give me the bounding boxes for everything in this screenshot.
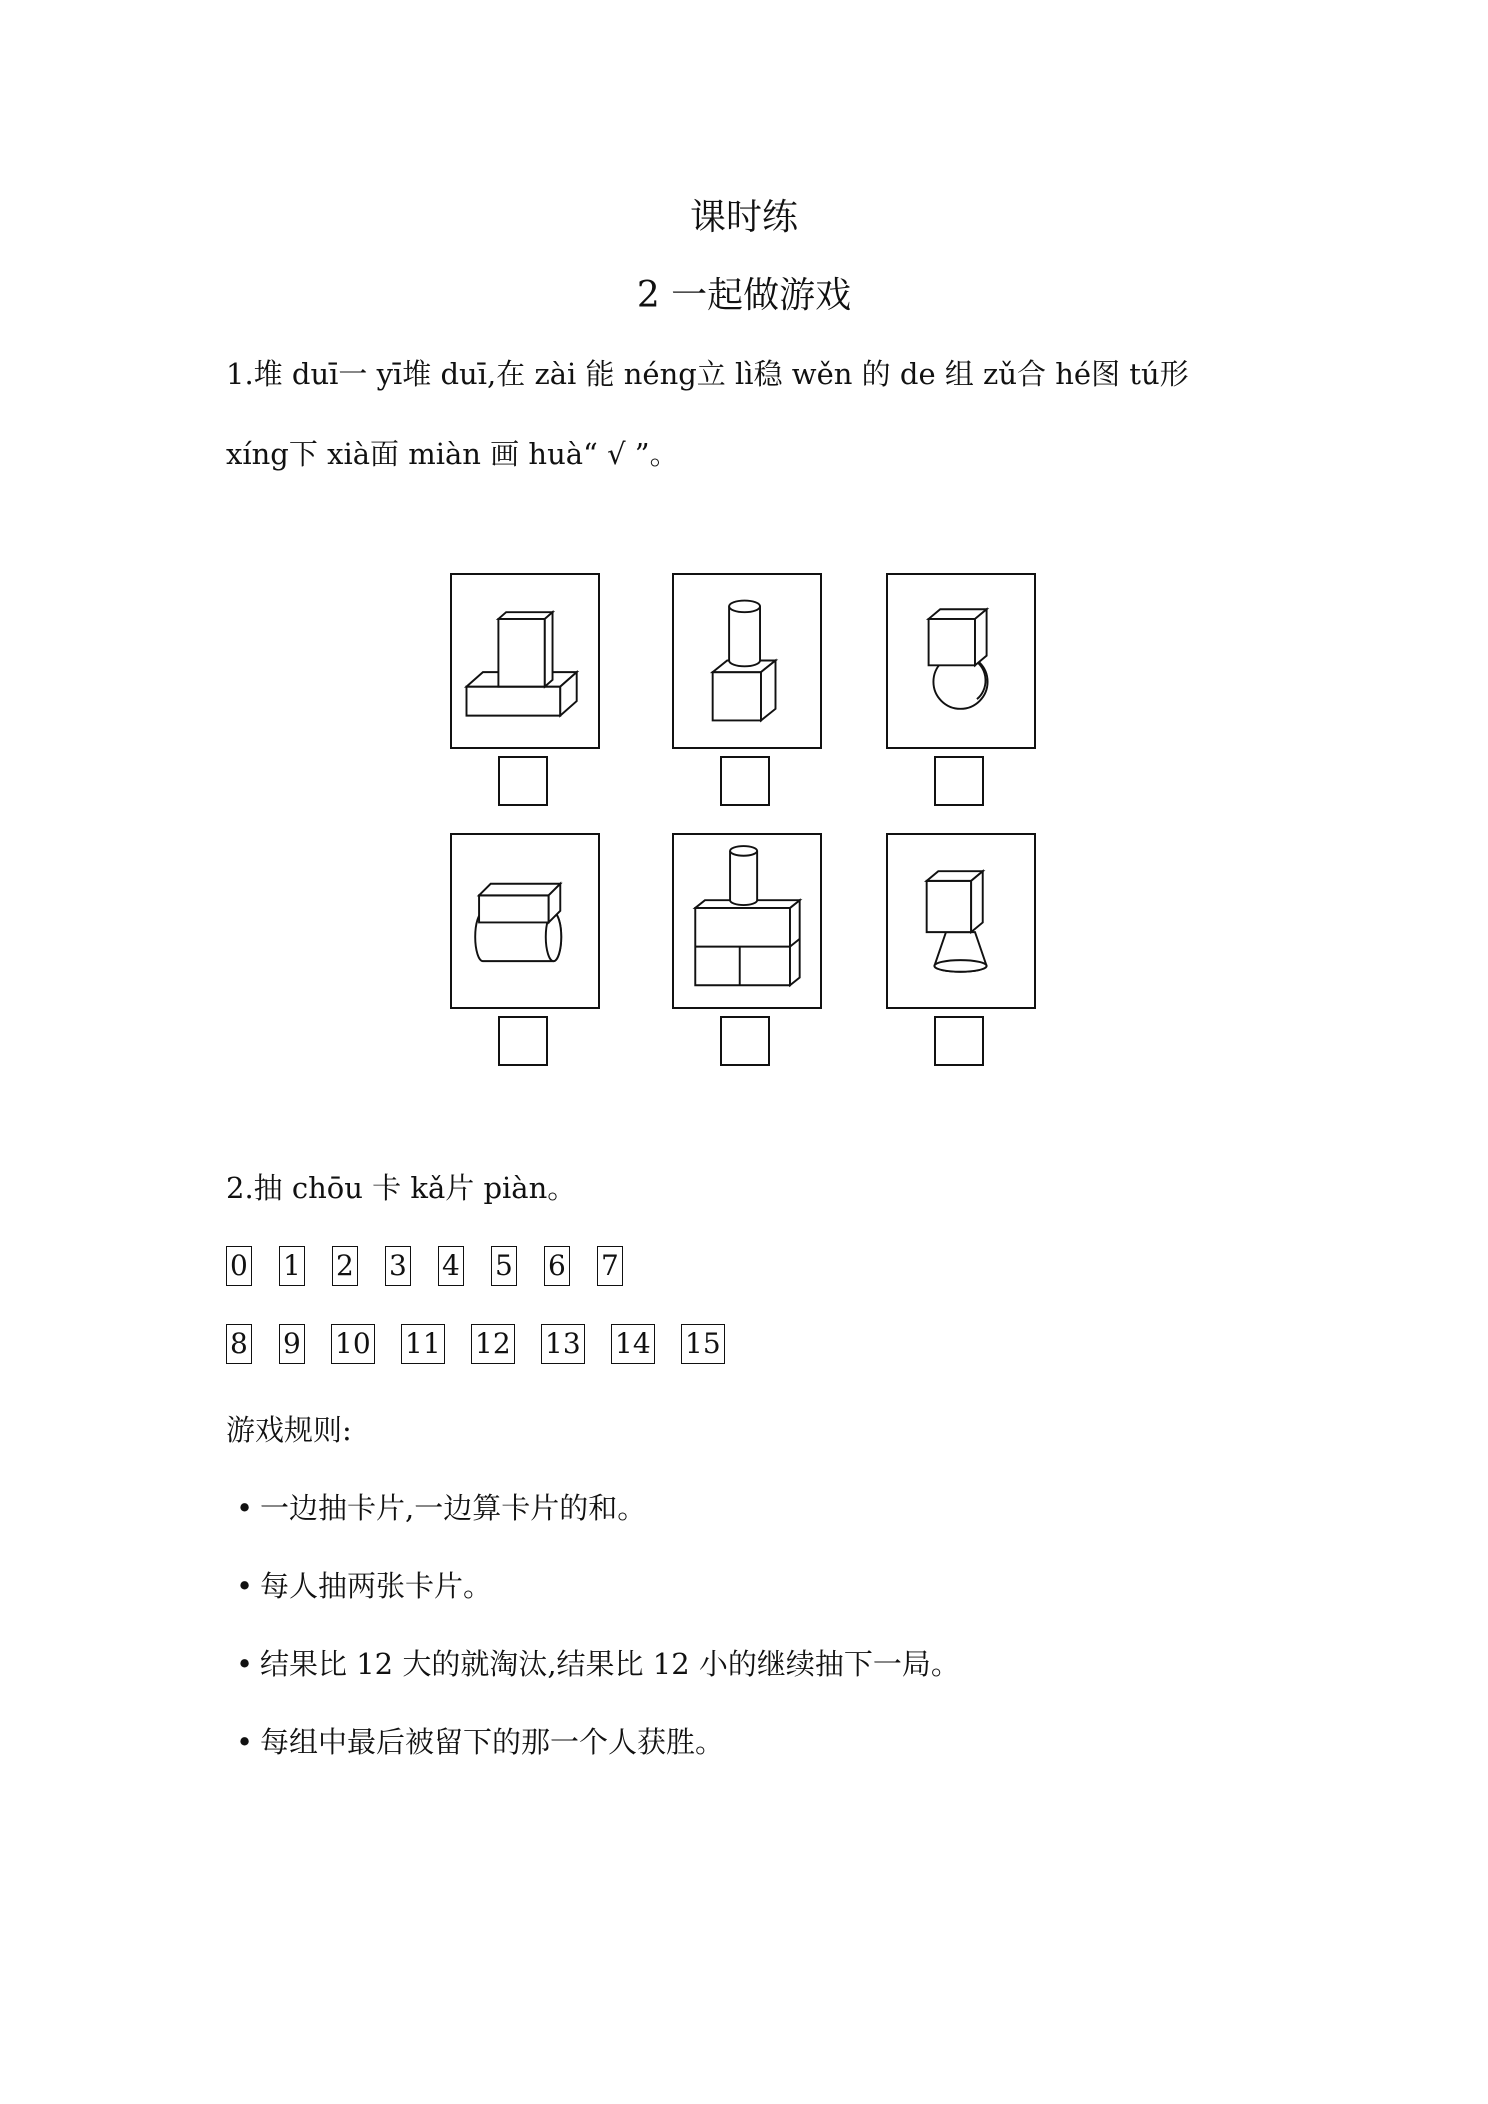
answer-box-2[interactable] xyxy=(720,756,770,806)
figure-card-2 xyxy=(672,573,822,749)
figure-card-4 xyxy=(450,833,600,1009)
figure-grid xyxy=(450,573,1050,1073)
answer-box-5[interactable] xyxy=(720,1016,770,1066)
bullet-icon: • xyxy=(236,1725,254,1759)
cube-on-cone-icon xyxy=(888,835,1033,1006)
answer-box-1[interactable] xyxy=(498,756,548,806)
bullet-icon: • xyxy=(236,1647,254,1681)
question1-text-line2: xíng下 xià面 miàn 画 huà“ √ ”。 xyxy=(226,437,679,471)
answer-box-4[interactable] xyxy=(498,1016,548,1066)
cylinder-on-cube-stack-icon xyxy=(674,835,819,1006)
number-card[interactable]: 15 xyxy=(681,1324,725,1364)
number-card[interactable]: 0 xyxy=(226,1246,252,1286)
figure-card-3 xyxy=(886,573,1036,749)
figure-card-6 xyxy=(886,833,1036,1009)
figure-card-5 xyxy=(672,833,822,1009)
rule-item-2 xyxy=(236,1566,492,1606)
number-card[interactable]: 13 xyxy=(541,1324,585,1364)
number-card[interactable]: 2 xyxy=(332,1246,358,1286)
number-card[interactable]: 6 xyxy=(544,1246,570,1286)
figure-card-1 xyxy=(450,573,600,749)
answer-box-3[interactable] xyxy=(934,756,984,806)
rule-item-3 xyxy=(236,1644,960,1684)
cuboid-on-slab-icon xyxy=(452,575,597,746)
answer-box-6[interactable] xyxy=(934,1016,984,1066)
rules-title: 游戏规则: xyxy=(226,1413,352,1447)
number-card[interactable]: 1 xyxy=(279,1246,305,1286)
cylinder-on-cube-icon xyxy=(674,575,819,746)
rule-text: 结果比 12 大的就淘汰,结果比 12 小的继续抽下一局。 xyxy=(260,1647,960,1681)
question1-text-line1: 1.堆 duī一 yī堆 duī,在 zài 能 néng立 lì稳 wěn 的 de 组 zǔ合 hé图 tú形 xyxy=(226,357,1189,391)
number-card[interactable]: 3 xyxy=(385,1246,411,1286)
rule-item-1 xyxy=(236,1488,646,1528)
cuboid-on-cylinder-icon xyxy=(452,835,597,1006)
number-card[interactable]: 12 xyxy=(471,1324,515,1364)
cube-on-sphere-icon xyxy=(888,575,1033,746)
number-card[interactable]: 11 xyxy=(401,1324,445,1364)
rule-item-4 xyxy=(236,1722,724,1762)
rule-text: 每人抽两张卡片。 xyxy=(260,1569,493,1603)
bullet-icon: • xyxy=(236,1491,254,1525)
number-card[interactable]: 7 xyxy=(597,1246,623,1286)
number-card[interactable]: 10 xyxy=(331,1324,375,1364)
number-card[interactable]: 4 xyxy=(438,1246,464,1286)
question2-title: 2.抽 chōu 卡 kǎ片 piàn。 xyxy=(226,1171,577,1205)
page-subtitle: 2 一起做游戏 xyxy=(636,275,852,316)
number-card[interactable]: 8 xyxy=(226,1324,252,1364)
rule-text: 一边抽卡片,一边算卡片的和。 xyxy=(260,1491,647,1525)
rule-text: 每组中最后被留下的那一个人获胜。 xyxy=(260,1725,725,1759)
number-card[interactable]: 14 xyxy=(611,1324,655,1364)
page-title: 课时练 xyxy=(689,197,798,238)
number-card[interactable]: 5 xyxy=(491,1246,517,1286)
bullet-icon: • xyxy=(236,1569,254,1603)
number-card[interactable]: 9 xyxy=(279,1324,305,1364)
